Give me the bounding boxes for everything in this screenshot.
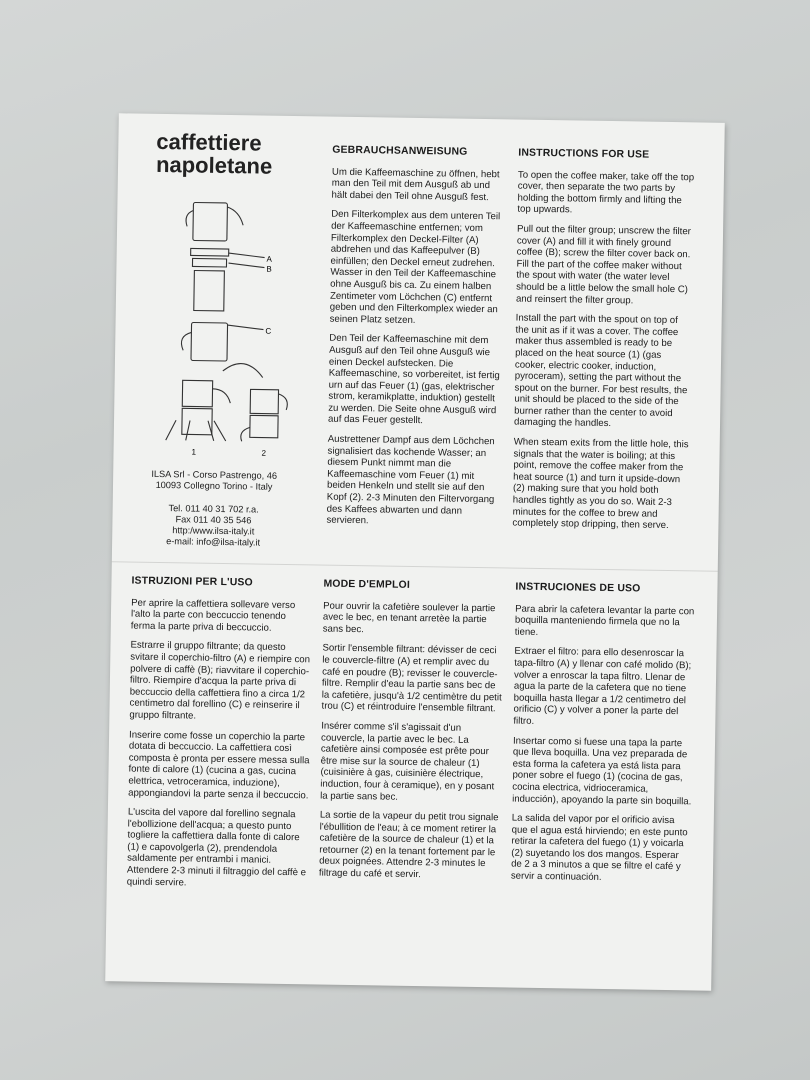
italian-heading: ISTRUZIONI PER L'USO (131, 575, 253, 589)
label-2: 2 (261, 448, 267, 458)
french-p3: Insérer comme s'il s'agissait d'un couvercle, la partie avec le bec. La cafetière ainsi composée est prête pour être mise sur la source de chaleur (1) (cuisinière à gas, cuisinière électrique, induction, four à ceramique), en y posant la partie sans bec. (320, 720, 495, 803)
company-fax: Fax 011 40 35 546 (175, 514, 252, 526)
italian-p1: Per aprire la caffettiera sollevare verso l'alto la parte con beccuccio tenendo ferma la parte priva di beccuccio. (130, 597, 296, 634)
french-p1: Pour ouvrir la cafetière soulever la partie avec le bec, en tenant arretèe la partie sans bec. (322, 600, 496, 635)
spanish-p4: La salida del vapor por el orificio avisa que el agua está hirviendo; en este punto retirar la cafetera del fuego (1) y voicarla (2) suyetando los dos mangos. Esperar de 2 a 3 minutos a que se filtre el café y servir a continuación. (510, 812, 688, 884)
spanish-p2: Extraer el filtro: para ello desenroscar la tapa-filtro (A) y llenar con café molido (B); volver a enroscar la tapa filtro. Llenar de agua la parte de la cafetera que no tiene boquilla hasta llegar a 1/2 centimetro del orificio (C) y volver a poner la parte del filtro. (513, 645, 692, 727)
title-line-2: napoletane (155, 151, 273, 179)
italian-section (127, 576, 314, 899)
company-city: 10093 Collegno Torino - Italy (155, 479, 273, 492)
manufacturer-contact (138, 469, 289, 549)
italian-p4: L'uscita del vapore dal forellino segnala l'ebollizione dell'acqua; a questo punto togliere la caffettiera dalla fonte di calore (1) e capovolgerla (2), prendendola saldamente per entrambi i manici. Attendere 2-3 minuti il filtraggio del caffè e quindi servire. (126, 806, 307, 889)
spanish-p1: Para abrir la cafetera levantar la parte con boquilla manteniendo firmela que no la tiene. (514, 603, 695, 638)
label-1: 1 (191, 447, 197, 457)
coffee-maker-illustration (151, 192, 305, 464)
german-p4: Austrettener Dampf aus dem Löchchen signalisiert das kochende Wasser; an diesem Punkt nimmt man die Kaffeemaschine vom Feuer (1) mit beiden Henkeln und stellt sie auf den Kopf (2). 2-3 Minuten den Filtervorgang des Kaffees abwarten und dann servieren. (326, 433, 495, 527)
title-line-1: caffettiere (156, 128, 262, 156)
italian-p3: Inserire come fosse un coperchio la parte dotata di beccuccio. La caffettiera così composta è pronta per essere messa sulla fonte di calore (1) (cucina a gas, cucina elettrica, vetroceramica, induzione), appongiandovi la parte senza il beccuccio. (128, 729, 310, 801)
italian-p2: Estrarre il gruppo filtrante; da questo svitare il coperchio-filtro (A) e riempire con polvere di caffè (B); riavvitare il coperchio-filtro. Riempire d'acqua la parte priva di beccuccio della caffettiera fino a circa 1/2 centimetro dal forellino (C) e reinserire il gruppo filtrante. (129, 639, 311, 722)
company-web: http:/www.ilsa-italy.it (172, 525, 255, 537)
french-heading: MODE D'EMPLOI (323, 578, 411, 591)
english-p3: Install the part with the spout on top of the unit as if it was a cover. The coffee maker thus assembled is ready to be placed on the heat source (1) (gas cooker, electric cooker, induction, pyroceram), setting the part without the spout on the burner. For best results, the unit should be placed to the side of the burner rather than the center to avoid damaging the handles. (513, 312, 688, 430)
english-p1: To open the coffee maker, take off the top cover, then separate the two parts by holding the bottom firmly and lifting the top upwards. (517, 169, 695, 216)
german-heading: GEBRAUCHSANWEISUNG (332, 144, 468, 158)
english-p4: When steam exits from the little hole, this signals that the water is boiling; at this point, remove the coffee maker from the heat source (1) and turn it upside-down (2) making sure that you hold both handles tightly as you do so. Wait 2-3 minutes for the coffee to brew and completely stop dripping, then serve. (512, 436, 689, 532)
german-section (326, 145, 508, 538)
english-p2: Pull out the filter group; unscrew the filter cover (A) and fill it with finely ground coffee (B); screw the filter cover back on. Fill the part of the coffee maker without the spout with water (the water level should be a little below the small hole C) and reinsert the filter group. (515, 223, 691, 306)
spanish-p3: Insertar como si fuese una tapa la parte que lleva boquilla. Una vez preparada de esta forma la cafetera ya está lista para poner sobre el fuego (1) (cocina de gas, cocina electrica, vidrioceramica, inducción), apoyando la parte sin boquilla. (512, 735, 692, 807)
german-p1: Um die Kaffeemaschine zu öffnen, hebt man den Teil mit dem Ausguß ab und hält dabei den Teil ohne Ausguß fest. (331, 166, 500, 203)
german-p2: Den Filterkomplex aus dem unteren Teil der Kaffeemaschine entfernen; vom Filterkomplex den Deckel-Filter (A) abdrehen und das Kaffeepulver (B) einfüllen; den Deckel erneut zudrehen. Wasser in den Teil der Kaffeemaschine ohne Ausguß bis ca. Zu einem halben Zentimeter vom Löchchen (C) entfernt geben und den Filterkomplex wieder an seinen Platz setzen. (329, 209, 501, 326)
company-tel: Tel. 011 40 31 702 r.a. (168, 503, 259, 515)
german-p3: Den Teil der Kaffeemaschine mit dem Ausguß auf den Teil ohne Ausguß wie einen Deckel aufstecken. Die Kaffeemaschine, so vorbereitet, ist fertig urn auf das Feuer (1) (gas, elektrischer strom, keramikplatte, induktion) gestellt zu werden. Die Seite ohne Ausguß wird auf das Feuer gestellt. (327, 332, 500, 427)
english-section (512, 148, 696, 541)
english-heading: INSTRUCTIONS FOR USE (518, 147, 650, 161)
spanish-section (511, 582, 696, 893)
label-a: A (266, 254, 272, 264)
label-c: C (265, 326, 272, 336)
instruction-sheet (105, 113, 725, 990)
product-title (156, 130, 273, 178)
french-p4: La sortie de la vapeur du petit trou signale l'ébullition de l'eau; à ce moment retirer la cafetière de la source de chaleur (1) et la retourner (2) en la tenant fortement par le deux poignées. Attendre 2-3 minutes le filtrage du café et servir. (318, 809, 499, 881)
label-b: B (266, 264, 272, 274)
french-p2: Sortir l'ensemble filtrant: dévisser de ceci le couvercle-filtre (A) et remplir avec du café en poudre (B); revisser le couvercle-filtre. Remplir d'eau la partie sans bec de la cafetière, jusqu'à 1/2 centimètre du petit trou (C) et réintroduire l'ensemble filtrant. (321, 642, 502, 715)
fold-line (112, 561, 718, 572)
french-section (319, 579, 504, 890)
company-email: e-mail: info@ilsa-italy.it (166, 536, 261, 548)
spanish-heading: INSTRUCIONES DE USO (515, 581, 641, 595)
company-address: ILSA Srl - Corso Pastrengo, 46 (151, 468, 278, 481)
